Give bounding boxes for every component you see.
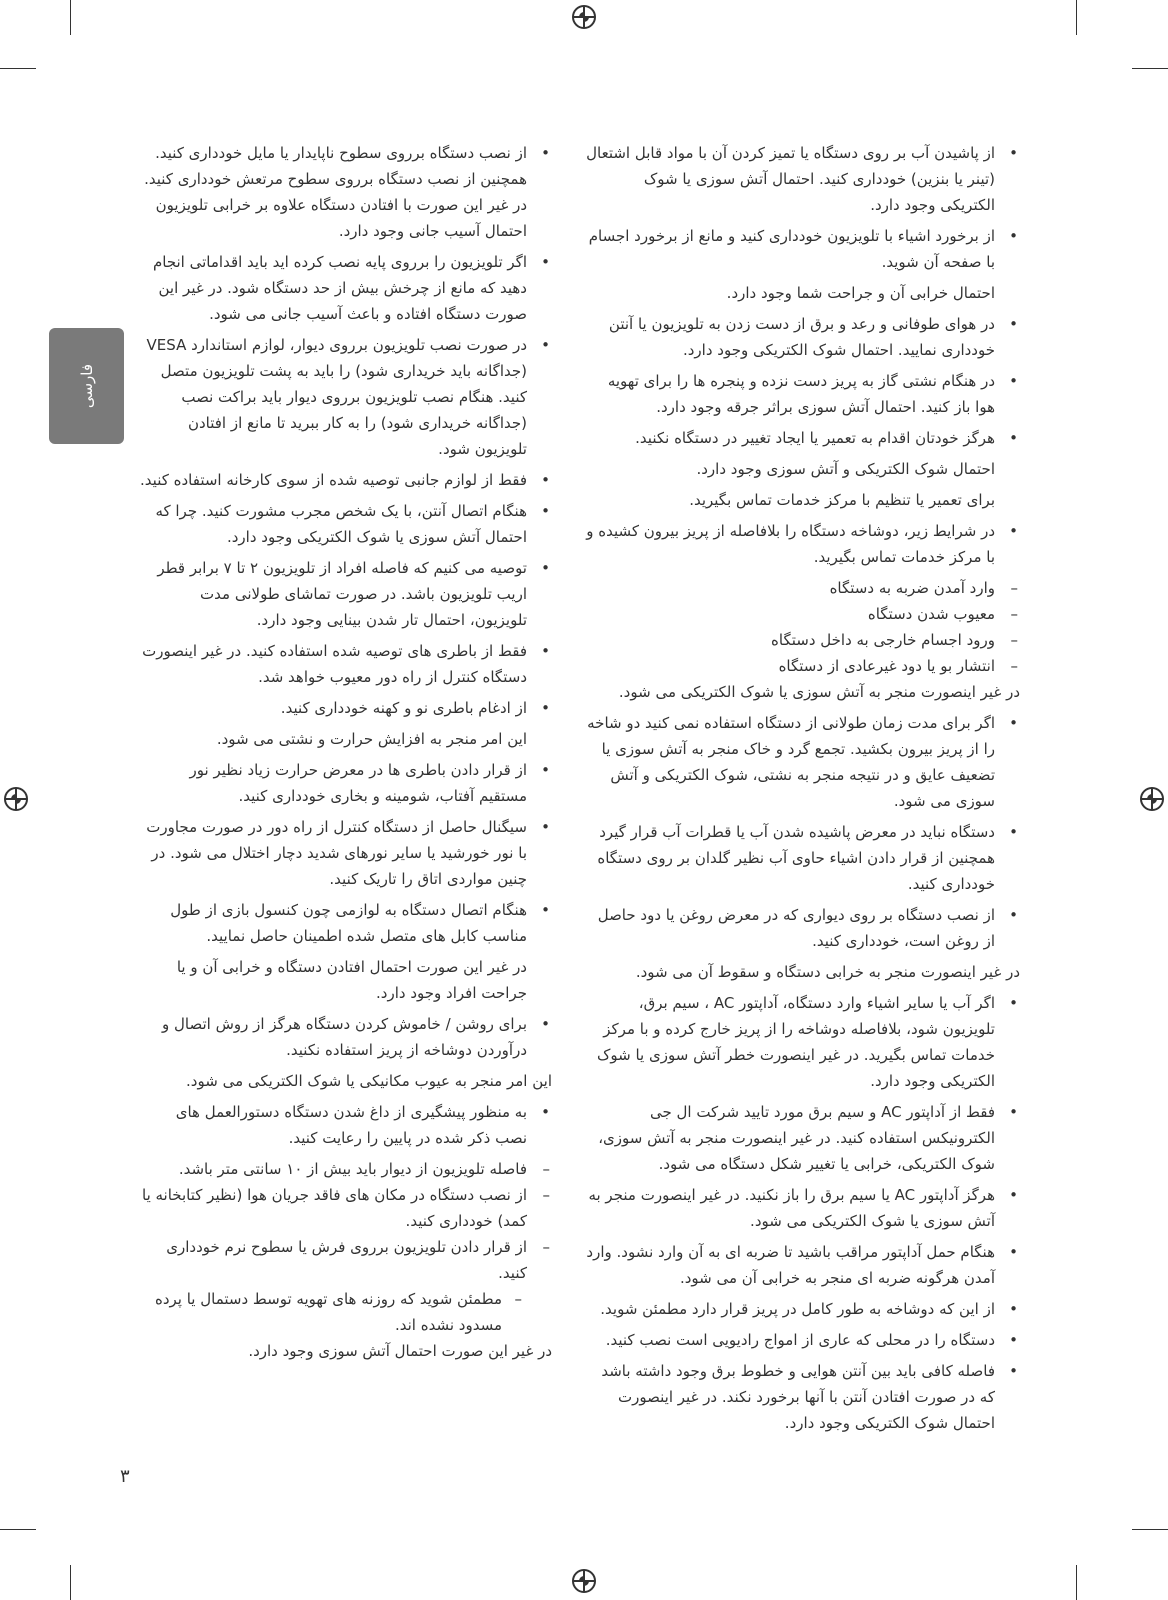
registration-mark-icon [4,787,28,811]
bullet-item: • فقط از باطری های توصیه شده استفاده کنید. در غیر اینصورت دستگاه کنترل از راه دور معیوب خواهد شد. [140,638,552,690]
bullet-item: • سیگنال حاصل از دستگاه کنترل از راه دور در صورت مجاورت با نور خورشید یا سایر نورهای شدید دچار اختلال می شود. در چنین مواردی اتاق را تاریک کنید. [140,814,552,892]
registration-mark-icon [572,5,596,29]
bullet-item: • از پاشیدن آب بر روی دستگاه یا تمیز کردن آن با مواد قابل اشتعال (تینر یا بنزین) خودداری کنید. احتمال آتش سوزی یا شوک الکتریکی وجود دارد. [585,140,1020,218]
bullet-item: • هنگام اتصال دستگاه به لوازمی چون کنسول بازی از طول مناسب کابل های متصل شده اطمینان حاصل نمایید. [140,897,552,949]
bullet-item: • دستگاه نباید در معرض پاشیده شدن آب یا قطرات آب قرار گیرد همچنین از قرار دادن اشیاء حاوی آب نظیر گلدان بر روی دستگاه خودداری کنید. [585,819,1020,897]
paragraph: در غیر اینصورت منجر به آتش سوزی یا شوک الکتریکی می شود. [618,683,1020,701]
crop-mark [1076,1565,1077,1600]
language-tab-label: فارسی [77,363,96,409]
bullet-item: • در هوای طوفانی و رعد و برق از دست زدن به تلویزیون یا آنتن خودداری نمایید. احتمال شوک الکتریکی وجود دارد. [585,311,1020,363]
paragraph: در غیر این صورت احتمال آتش سوزی وجود دارد. [248,1342,552,1360]
bullet-item: • از نصب دستگاه برروی سطوح ناپایدار یا مایل خودداری کنید. همچنین از نصب دستگاه برروی سطوح مرتعش خودداری کنید. در غیر این صورت با افتادن دستگاه علاوه بر خرابی تلویزیون احتمال آسیب جانی وجود دارد. [140,140,552,244]
dash-item: – وارد آمدن ضربه به دستگاه [585,575,1020,601]
bullet-item: • برای روشن / خاموش کردن دستگاه هرگز از روش اتصال و درآوردن دوشاخه از پریز استفاده نکنید. [140,1011,552,1063]
bullet-item: • از نصب دستگاه بر روی دیواری که در معرض روغن یا دود حاصل از روغن است، خودداری کنید. [585,902,1020,954]
dash-item: – انتشار بو یا دود غیرعادی از دستگاه [585,653,1020,679]
bullet-item: • به منظور پیشگیری از داغ شدن دستگاه دستورالعمل های نصب ذکر شده در پایین را رعایت کنید. [140,1099,552,1151]
bullet-item: • از ادغام باطری نو و کهنه خودداری کنید. [140,695,552,721]
bullet-item: • توصیه می کنیم که فاصله افراد از تلویزیون ۲ تا ۷ برابر قطر اریب تلویزیون باشد. در صورت تماشای طولانی مدت تلویزیون، احتمال تار شدن بینایی وجود دارد. [140,555,552,633]
bullet-item: • از قرار دادن باطری ها در معرض حرارت زیاد نظیر نور مستقیم آفتاب، شومینه و بخاری خودداری کنید. [140,757,552,809]
bullet-item: • فاصله کافی باید بین آنتن هوایی و خطوط برق وجود داشته باشد که در صورت افتادن آنتن با آنها برخورد نکند. در غیر اینصورت احتمال شوک الکتریکی وجود دارد. [585,1358,1020,1436]
bullet-item: • فقط از لوازم جانبی توصیه شده از سوی کارخانه استفاده کنید. [140,467,552,493]
dash-item: – مطمئن شوید که روزنه های تهویه توسط دستمال یا پرده مسدود نشده اند. [140,1286,552,1338]
bullet-item: • فقط از آداپتور AC و سیم برق مورد تایید شرکت ال جی الکترونیکس استفاده کنید. در غیر اینصورت منجر به آتش سوزی، شوک الکتریکی، خرابی یا تغییر شکل دستگاه می شود. [585,1099,1020,1177]
dash-item: – فاصله تلویزیون از دیوار باید بیش از ۱۰ سانتی متر باشد. [140,1156,552,1182]
bullet-item: • هرگز آداپتور AC یا سیم برق را باز نکنید. در غیر اینصورت منجر به آتش سوزی یا شوک الکتریکی می شود. [585,1182,1020,1234]
paragraph: این امر منجر به عیوب مکانیکی یا شوک الکتریکی می شود. [186,1072,552,1090]
bullet-item: • اگر آب یا سایر اشیاء وارد دستگاه، آداپتور AC ، سیم برق، تلویزیون شود، بلافاصله دوشاخه را از پریز خارج کرده و با مرکز خدمات تماس بگیرید. در غیر اینصورت خطر آتش سوزی یا شوک الکتریکی وجود دارد. [585,990,1020,1094]
paragraph: در غیر اینصورت منجر به خرابی دستگاه و سقوط آن می شود. [635,963,1020,981]
crop-mark [1076,0,1077,35]
paragraph: در غیر این صورت احتمال افتادن دستگاه و خرابی آن و یا جراحت افراد وجود دارد. [176,958,527,1002]
crop-mark [0,1529,36,1530]
bullet-item: • در شرایط زیر، دوشاخه دستگاه را بلافاصله از پریز بیرون کشیده و با مرکز خدمات تماس بگیرید. [585,518,1020,570]
dash-item: – ورود اجسام خارجی به داخل دستگاه [585,627,1020,653]
paragraph: احتمال خرابی آن و جراحت شما وجود دارد. [726,284,995,302]
dash-item: – معیوب شدن دستگاه [585,601,1020,627]
registration-mark-icon [1140,787,1164,811]
language-tab [49,328,124,444]
paragraph: این امر منجر به افزایش حرارت و نشتی می شود. [216,730,527,748]
paragraph: برای تعمیر یا تنظیم با مرکز خدمات تماس بگیرید. [689,491,995,509]
left-column [140,140,552,1369]
crop-mark [1132,1529,1168,1530]
crop-mark [70,1565,71,1600]
registration-mark-icon [572,1569,596,1593]
right-column [585,140,1020,1441]
dash-item: – از قرار دادن تلویزیون برروی فرش یا سطوح نرم خودداری کنید. [140,1234,552,1286]
bullet-item: • از این که دوشاخه به طور کامل در پریز قرار دارد مطمئن شوید. [585,1296,1020,1322]
paragraph: احتمال شوک الکتریکی و آتش سوزی وجود دارد. [696,460,995,478]
bullet-item: • در هنگام نشتی گاز به پریز دست نزده و پنجره ها را برای تهویه هوا باز کنید. احتمال آتش سوزی براثر جرقه وجود دارد. [585,368,1020,420]
bullet-item: • هنگام اتصال آنتن، با یک شخص مجرب مشورت کنید. چرا که احتمال آتش سوزی یا شوک الکتریکی وجود دارد. [140,498,552,550]
bullet-item: • هرگز خودتان اقدام به تعمیر یا ایجاد تغییر در دستگاه نکنید. [585,425,1020,451]
page-number: ۳ [120,1466,130,1487]
bullet-item: • اگر تلویزیون را برروی پایه نصب کرده اید باید اقداماتی انجام دهید که مانع از چرخش بیش از حد دستگاه شود. در غیر این صورت دستگاه افتاده و باعث آسیب جانی می شود. [140,249,552,327]
bullet-item: • اگر برای مدت زمان طولانی از دستگاه استفاده نمی کنید دو شاخه را از پریز بیرون بکشید. تجمع گرد و خاک منجر به آتش سوزی یا تضعیف عایق و در نتیجه منجر به نشتی، شوک الکتریکی و آتش سوزی می شود. [585,710,1020,814]
bullet-item: • از برخورد اشیاء با تلویزیون خودداری کنید و مانع از برخورد اجسام با صفحه آن شوید. [585,223,1020,275]
bullet-item: • دستگاه را در محلی که عاری از امواج رادیویی است نصب کنید. [585,1327,1020,1353]
bullet-item: • هنگام حمل آداپتور مراقب باشید تا ضربه ای به آن وارد نشود. وارد آمدن هرگونه ضربه ای منجر به خرابی آن می شود. [585,1239,1020,1291]
crop-mark [70,0,71,35]
bullet-item: • در صورت نصب تلویزیون برروی دیوار، لوازم استاندارد VESA (جداگانه باید خریداری شود) را باید به پشت تلویزیون متصل کنید. هنگام نصب تلویزیون برروی دیوار باید براکت نصب (جداگانه خریداری شود) را به کار ببرید تا مانع از افتادن تلویزیون شود. [140,332,552,462]
crop-mark [1132,68,1168,69]
crop-mark [0,68,36,69]
dash-item: – از نصب دستگاه در مکان های فاقد جریان هوا (نظیر کتابخانه یا کمد) خودداری کنید. [140,1182,552,1234]
